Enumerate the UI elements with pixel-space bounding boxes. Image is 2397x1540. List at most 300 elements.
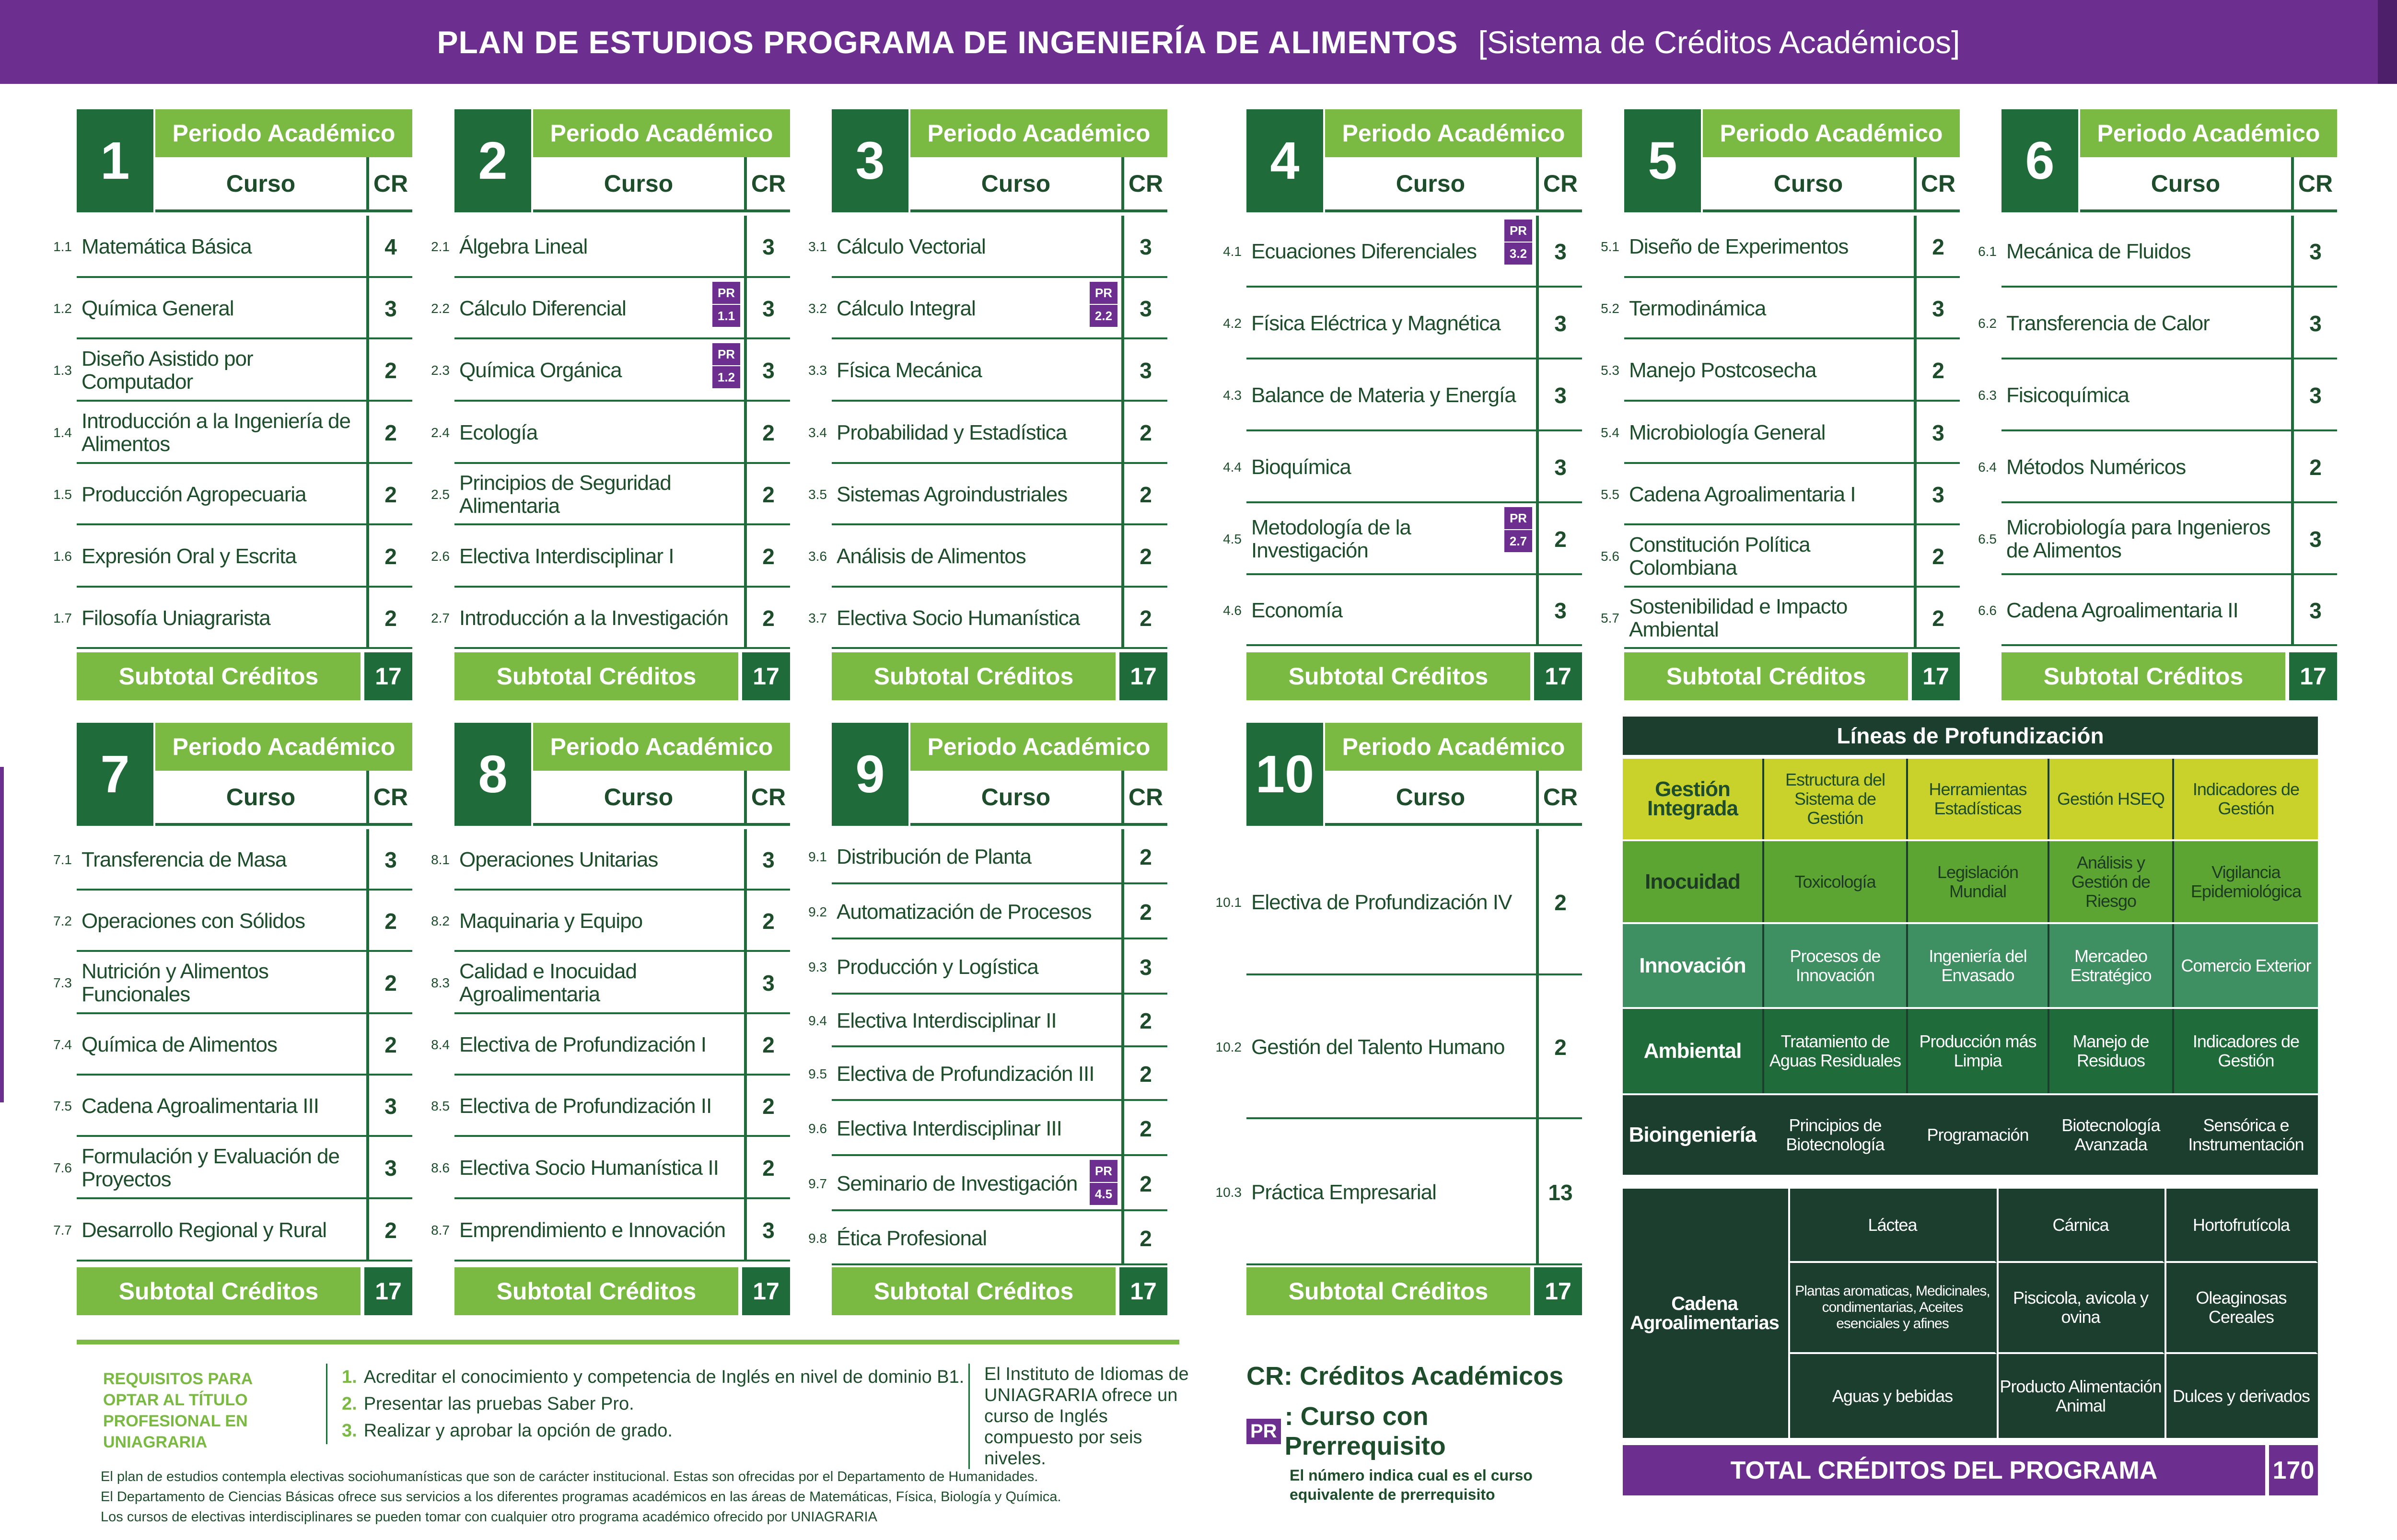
period-header	[1246, 109, 1582, 212]
course-row	[808, 402, 1167, 464]
course-row	[808, 278, 1167, 339]
subtotal-value: 17	[364, 652, 412, 700]
curso-header: Curso	[910, 771, 1121, 826]
course-name: Electiva de Profundización IV	[1251, 890, 1512, 914]
course-name: Cadena Agroalimentaria II	[2006, 599, 2238, 622]
subtotal-row	[77, 652, 412, 700]
course-code: 1.6	[53, 549, 72, 564]
course-name: Sistemas Agroindustriales	[837, 483, 1068, 506]
course-code: 8.5	[431, 1099, 450, 1113]
course-name: Métodos Numéricos	[2006, 455, 2186, 479]
course-code: 8.6	[431, 1160, 450, 1175]
course-name: Metodología de la Investigación	[1251, 516, 1411, 562]
course-code: 3.3	[808, 363, 827, 378]
course-code: 3.4	[808, 425, 827, 440]
course-row	[53, 1137, 412, 1199]
course-credits: 3	[1536, 359, 1582, 431]
course-row	[53, 1199, 412, 1262]
course-name: Transferencia de Calor	[2006, 312, 2210, 335]
subtotal-row	[454, 1267, 790, 1315]
course-code: 3.1	[808, 239, 827, 254]
linea-row	[1623, 759, 2318, 841]
period-label: Periodo Académico	[1325, 109, 1582, 157]
cadena-cell: Dulces y derivados	[2164, 1354, 2318, 1438]
course-credits: 3	[1121, 278, 1167, 339]
course-name: Análisis de Alimentos	[837, 544, 1026, 568]
period-number: 9	[832, 723, 908, 826]
left-accent	[0, 767, 4, 1102]
course-row	[808, 525, 1167, 588]
course-code: 5.4	[1601, 425, 1619, 440]
course-code: 3.2	[808, 301, 827, 316]
course-name: Ética Profesional	[837, 1226, 987, 1250]
subtotal-label: Subtotal Créditos	[1246, 1267, 1530, 1315]
course-row	[431, 402, 790, 464]
course-row	[1978, 216, 2337, 288]
course-name: Diseño Asistido por Computador	[81, 347, 253, 394]
course-credits: 2	[366, 891, 412, 952]
course-credits: 4	[366, 216, 412, 278]
course-code: 4.3	[1223, 388, 1242, 403]
linea-cell: Sensórica e Instrumentación	[2188, 1115, 2304, 1154]
course-name: Formulación y Evaluación de Proyectos	[81, 1145, 339, 1191]
course-code: 7.3	[53, 975, 72, 990]
course-code: 4.6	[1223, 603, 1242, 618]
period-number: 6	[2001, 109, 2078, 212]
subtotal-label: Subtotal Créditos	[1624, 652, 1908, 700]
course-row	[1223, 503, 1582, 575]
subtotal-label: Subtotal Créditos	[454, 1267, 738, 1315]
course-code: 8.1	[431, 852, 450, 867]
legend-cr: CR: Créditos Académicos	[1246, 1362, 1564, 1390]
course-row	[1978, 431, 2337, 503]
requisito-item: 1. Acreditar el conocimiento y competencia de Inglés en nivel de dominio B1.	[342, 1367, 965, 1387]
course-row	[808, 829, 1167, 884]
course-name: Química de Alimentos	[81, 1033, 277, 1056]
page-title: PLAN DE ESTUDIOS PROGRAMA DE INGENIERÍA DE ALIMENTOS	[437, 24, 1458, 60]
period-number: 3	[832, 109, 908, 212]
course-name: Balance de Materia y Energía	[1251, 383, 1516, 407]
course-code: 1.7	[53, 611, 72, 625]
course-row	[1223, 431, 1582, 503]
course-code: 7.4	[53, 1037, 72, 1052]
course-code: 9.4	[808, 1013, 827, 1028]
course-code: 5.7	[1601, 611, 1619, 625]
page-subtitle: [Sistema de Créditos Académicos]	[1478, 24, 1960, 60]
period-number: 10	[1246, 723, 1323, 826]
course-row	[53, 1014, 412, 1076]
row-divider	[832, 647, 1167, 649]
course-credits: 2	[366, 525, 412, 588]
course-credits: 2	[1914, 339, 1960, 402]
course-row	[1601, 402, 1960, 464]
course-name: Electiva Socio Humanística II	[459, 1156, 719, 1180]
course-credits: 2	[1914, 588, 1960, 649]
course-name: Bioquímica	[1251, 455, 1351, 479]
subtotal-value: 17	[364, 1267, 412, 1315]
course-row	[1215, 1119, 1582, 1265]
course-credits: 2	[366, 1014, 412, 1076]
linea-cell: Procesos de Innovación	[1764, 924, 1908, 1007]
course-code: 3.5	[808, 487, 827, 502]
course-name: Manejo Postcosecha	[1629, 359, 1816, 382]
instituto-idiomas-note: El Instituto de Idiomas de UNIAGRARIA ofrece un curso de Inglés compuesto por seis niveles.	[968, 1364, 1195, 1469]
period-label: Periodo Académico	[533, 109, 790, 157]
course-code: 6.2	[1978, 316, 1997, 331]
course-name: Nutrición y Alimentos Funcionales	[81, 960, 268, 1006]
course-row	[53, 464, 412, 525]
course-credits: 3	[1536, 575, 1582, 646]
course-code: 9.7	[808, 1176, 827, 1191]
period-number: 8	[454, 723, 531, 826]
course-code: 7.7	[53, 1223, 72, 1238]
period-number: 2	[454, 109, 531, 212]
course-name: Introducción a la Ingeniería de Alimentos	[81, 409, 350, 456]
cadena-cell: Piscicola, avicola y ovina	[1997, 1263, 2164, 1354]
course-credits: 2	[1121, 829, 1167, 884]
legend-pr-note: El número indica cual es el curso equivalente de prerrequisito	[1290, 1467, 1533, 1503]
course-name: Electiva Interdisciplinar II	[837, 1009, 1057, 1032]
row-divider	[77, 647, 412, 649]
subtotal-value: 17	[2289, 652, 2337, 700]
linea-cell: Ingeniería del Envasado	[1908, 924, 2049, 1007]
linea-cell: Toxicología	[1764, 841, 1908, 922]
total-creditos	[1623, 1445, 2318, 1495]
course-row	[431, 1014, 790, 1076]
course-name: Electiva Interdisciplinar I	[459, 544, 674, 568]
course-name: Maquinaria y Equipo	[459, 909, 643, 933]
subtotal-label: Subtotal Créditos	[77, 1267, 361, 1315]
cadena-cell: Plantas aromaticas, Medicinales, condimentarias, Aceites esenciales y afines	[1788, 1263, 1997, 1354]
linea-cell: Mercadeo Estratégico	[2049, 924, 2174, 1007]
course-row	[808, 995, 1167, 1047]
course-row	[808, 939, 1167, 995]
course-name: Producción Agropecuaria	[81, 483, 306, 506]
subtotal-value: 17	[1534, 1267, 1582, 1315]
course-code: 6.3	[1978, 388, 1997, 403]
course-row	[1978, 359, 2337, 431]
course-code: 2.6	[431, 549, 450, 564]
course-code: 10.2	[1215, 1040, 1242, 1054]
course-row	[808, 464, 1167, 525]
course-code: 1.2	[53, 301, 72, 316]
course-name: Ecuaciones Diferenciales	[1251, 240, 1477, 263]
course-name: Cálculo Vectorial	[837, 235, 986, 258]
prerequisite-badge: PR 4.5	[1090, 1160, 1117, 1205]
linea-head: Gestión Integrada	[1623, 759, 1764, 839]
course-credits: 2	[744, 891, 790, 952]
course-name: Álgebra Lineal	[459, 235, 588, 258]
course-credits: 3	[2291, 503, 2337, 575]
course-code: 5.6	[1601, 549, 1619, 564]
course-code: 3.6	[808, 549, 827, 564]
course-credits: 2	[1121, 1211, 1167, 1265]
course-code: 4.5	[1223, 532, 1242, 546]
prerequisite-badge: PR 3.2	[1504, 220, 1532, 265]
course-credits: 2	[1121, 1047, 1167, 1101]
course-code: 3.7	[808, 611, 827, 625]
prerequisite-badge: PR 2.2	[1090, 282, 1117, 327]
course-credits: 3	[744, 216, 790, 278]
course-row	[53, 1076, 412, 1137]
course-row	[808, 1101, 1167, 1156]
curso-header: Curso	[2080, 157, 2291, 212]
course-code: 8.3	[431, 975, 450, 990]
period-header	[77, 109, 412, 212]
course-credits: 3	[1121, 216, 1167, 278]
subtotal-row	[1246, 652, 1582, 700]
course-name: Cadena Agroalimentaria I	[1629, 483, 1856, 506]
course-credits: 2	[366, 339, 412, 402]
page-header	[0, 0, 2397, 84]
course-credits: 2	[744, 402, 790, 464]
course-credits: 3	[1536, 288, 1582, 359]
header-accent	[2378, 0, 2397, 84]
course-row	[53, 402, 412, 464]
course-credits: 3	[366, 829, 412, 891]
period-label: Periodo Académico	[155, 723, 412, 771]
course-row	[1601, 464, 1960, 525]
course-row	[431, 1199, 790, 1262]
period-number: 4	[1246, 109, 1323, 212]
course-credits: 2	[1121, 588, 1167, 649]
row-divider	[454, 1260, 790, 1262]
period-header	[2001, 109, 2337, 212]
course-name: Operaciones con Sólidos	[81, 909, 305, 933]
course-row	[431, 829, 790, 891]
curso-header: Curso	[155, 771, 366, 826]
course-row	[431, 952, 790, 1014]
course-row	[53, 339, 412, 402]
period-label: Periodo Académico	[533, 723, 790, 771]
course-credits: 2	[1121, 402, 1167, 464]
course-code: 9.3	[808, 959, 827, 974]
cr-header: CR	[744, 771, 790, 826]
cadena-cell: Hortofrutícola	[2164, 1189, 2318, 1263]
course-credits: 2	[366, 1199, 412, 1262]
period-label: Periodo Académico	[1325, 723, 1582, 771]
subtotal-row	[454, 652, 790, 700]
period-header	[832, 723, 1167, 826]
course-name: Constitución Política Colombiana	[1629, 533, 1810, 579]
linea-cell: Biotecnología Avanzada	[2049, 1095, 2174, 1175]
course-code: 7.5	[53, 1099, 72, 1113]
period-label: Periodo Académico	[1703, 109, 1960, 157]
linea-cell: Análisis y Gestión de Riesgo	[2049, 841, 2174, 922]
curso-header: Curso	[1703, 157, 1914, 212]
course-name: Producción y Logística	[837, 955, 1038, 979]
course-code: 2.2	[431, 301, 450, 316]
course-row	[53, 525, 412, 588]
course-credits: 3	[1121, 339, 1167, 402]
course-credits: 2	[2291, 431, 2337, 503]
course-row	[431, 891, 790, 952]
course-code: 9.8	[808, 1230, 827, 1246]
course-name: Electiva de Profundización III	[837, 1062, 1094, 1086]
course-name: Cálculo Integral	[837, 297, 976, 320]
course-code: 8.2	[431, 914, 450, 928]
course-name: Cálculo Diferencial	[459, 297, 626, 320]
course-row	[1978, 503, 2337, 575]
cr-header: CR	[2291, 157, 2337, 212]
course-row	[1601, 216, 1960, 278]
curso-header: Curso	[1325, 771, 1536, 826]
course-code: 2.5	[431, 487, 450, 502]
course-row	[53, 588, 412, 649]
linea-cell: Tratamiento de Aguas Residuales	[1764, 1009, 1908, 1093]
course-code: 2.7	[431, 611, 450, 625]
course-credits: 2	[744, 464, 790, 525]
course-row	[1215, 829, 1582, 975]
course-code: 5.5	[1601, 487, 1619, 502]
linea-cell: Producción más Limpia	[1908, 1009, 2049, 1093]
course-name: Termodinámica	[1629, 297, 1766, 320]
course-row	[53, 829, 412, 891]
course-credits: 2	[744, 1137, 790, 1199]
subtotal-value: 17	[742, 652, 790, 700]
course-credits: 3	[1536, 431, 1582, 503]
course-row	[53, 952, 412, 1014]
period-header	[832, 109, 1167, 212]
course-name: Fisicoquímica	[2006, 383, 2129, 407]
subtotal-value: 17	[1119, 652, 1167, 700]
course-credits: 2	[1121, 525, 1167, 588]
course-credits: 2	[744, 588, 790, 649]
course-code: 1.1	[53, 239, 72, 254]
course-credits: 2	[1536, 503, 1582, 575]
course-name: Física Eléctrica y Magnética	[1251, 312, 1501, 335]
curso-header: Curso	[533, 771, 744, 826]
subtotal-value: 17	[1534, 652, 1582, 700]
course-credits: 2	[1121, 464, 1167, 525]
course-code: 1.5	[53, 487, 72, 502]
course-name: Distribución de Planta	[837, 845, 1032, 868]
cr-header: CR	[1536, 771, 1582, 826]
course-row	[431, 339, 790, 402]
course-row	[1215, 975, 1582, 1119]
course-code: 2.4	[431, 425, 450, 440]
course-credits: 2	[744, 525, 790, 588]
subtotal-value: 17	[1912, 652, 1960, 700]
period-label: Periodo Académico	[910, 723, 1167, 771]
course-credits: 3	[744, 339, 790, 402]
course-row	[53, 278, 412, 339]
linea-cell: Manejo de Residuos	[2049, 1009, 2174, 1093]
course-credits: 3	[2291, 216, 2337, 288]
row-divider	[1624, 647, 1960, 649]
course-credits: 2	[1536, 975, 1582, 1119]
lineas-title: Líneas de Profundización	[1623, 717, 2318, 755]
course-credits: 2	[1914, 216, 1960, 278]
cadena-cell: Aguas y bebidas	[1788, 1354, 1997, 1438]
course-credits: 3	[744, 278, 790, 339]
subtotal-value: 17	[742, 1267, 790, 1315]
requisitos-section	[77, 1340, 1189, 1531]
cadena-cell: Cárnica	[1997, 1189, 2164, 1263]
linea-cell: Estructura del Sistema de Gestión	[1764, 759, 1908, 839]
total-value: 170	[2269, 1445, 2318, 1495]
cr-header: CR	[744, 157, 790, 212]
linea-cell: Indicadores de Gestión	[2192, 1031, 2300, 1070]
course-code: 4.4	[1223, 460, 1242, 475]
row-divider	[77, 1260, 412, 1262]
course-code: 6.6	[1978, 603, 1997, 618]
period-number: 1	[77, 109, 153, 212]
course-code: 5.3	[1601, 363, 1619, 378]
course-credits: 3	[366, 1076, 412, 1137]
linea-row	[1623, 841, 2318, 924]
curso-header: Curso	[155, 157, 366, 212]
course-name: Expresión Oral y Escrita	[81, 544, 296, 568]
course-code: 9.5	[808, 1066, 827, 1081]
course-name: Calidad e Inocuidad Agroalimentaria	[459, 960, 637, 1006]
course-name: Física Mecánica	[837, 359, 982, 382]
course-credits: 3	[1121, 939, 1167, 995]
course-name: Química General	[81, 297, 234, 320]
course-row	[808, 884, 1167, 939]
course-row	[808, 588, 1167, 649]
period-header	[1246, 723, 1582, 826]
period-label: Periodo Académico	[155, 109, 412, 157]
subtotal-row	[77, 1267, 412, 1315]
cr-header: CR	[1121, 157, 1167, 212]
course-credits: 3	[1914, 278, 1960, 339]
course-name: Práctica Empresarial	[1251, 1180, 1436, 1204]
course-name: Filosofía Uniagrarista	[81, 606, 270, 630]
linea-cell: Principios de Biotecnología	[1764, 1095, 1908, 1175]
course-row	[431, 1076, 790, 1137]
course-name: Introducción a la Investigación	[459, 606, 728, 630]
requisitos-title: REQUISITOS PARA OPTAR AL TÍTULO PROFESIONAL EN UNIAGRARIA	[103, 1370, 253, 1451]
course-row	[431, 464, 790, 525]
course-credits: 2	[744, 1014, 790, 1076]
course-code: 2.3	[431, 363, 450, 378]
row-divider	[454, 647, 790, 649]
course-row	[53, 216, 412, 278]
course-name: Electiva Socio Humanística	[837, 606, 1080, 630]
prerequisite-badge: PR 2.7	[1504, 507, 1532, 552]
course-name: Cadena Agroalimentaria III	[81, 1094, 319, 1118]
course-name: Principios de Seguridad Alimentaria	[459, 471, 671, 518]
course-credits: 2	[366, 588, 412, 649]
course-credits: 2	[366, 402, 412, 464]
curso-header: Curso	[533, 157, 744, 212]
course-row	[1978, 575, 2337, 646]
course-row	[431, 588, 790, 649]
course-name: Automatización de Procesos	[837, 900, 1092, 924]
course-credits: 2	[1121, 995, 1167, 1047]
course-code: 7.2	[53, 914, 72, 928]
course-credits: 2	[1121, 1101, 1167, 1156]
course-name: Microbiología General	[1629, 421, 1826, 444]
subtotal-row	[832, 1267, 1167, 1315]
subtotal-row	[832, 652, 1167, 700]
course-name: Operaciones Unitarias	[459, 848, 658, 871]
course-credits: 3	[366, 278, 412, 339]
cr-header: CR	[1121, 771, 1167, 826]
period-label: Periodo Académico	[910, 109, 1167, 157]
subtotal-label: Subtotal Créditos	[1246, 652, 1530, 700]
course-row	[808, 1156, 1167, 1211]
cadena-cell: Producto Alimentación Animal	[1997, 1354, 2164, 1438]
course-code: 4.1	[1223, 244, 1242, 259]
footnotes: El plan de estudios contempla electivas sociohumanísticas que son de carácter institucional. Estas son ofrecidas por el Departamento de Humanidades. El Departamento de Ciencias Básicas ofrece sus servicios a los diferentes programas académicos en las áreas de Matemáticas, Física, Biología y Química. Los cursos de electivas interdisciplinares se pueden tomar con cualquier otro programa académico ofrecido por UNIAGRARIA	[101, 1469, 1061, 1525]
course-name: Electiva de Profundización II	[459, 1094, 712, 1118]
course-code: 7.6	[53, 1160, 72, 1175]
course-name: Transferencia de Masa	[81, 848, 287, 871]
course-credits: 3	[744, 1199, 790, 1262]
requisitos-list	[326, 1364, 975, 1444]
